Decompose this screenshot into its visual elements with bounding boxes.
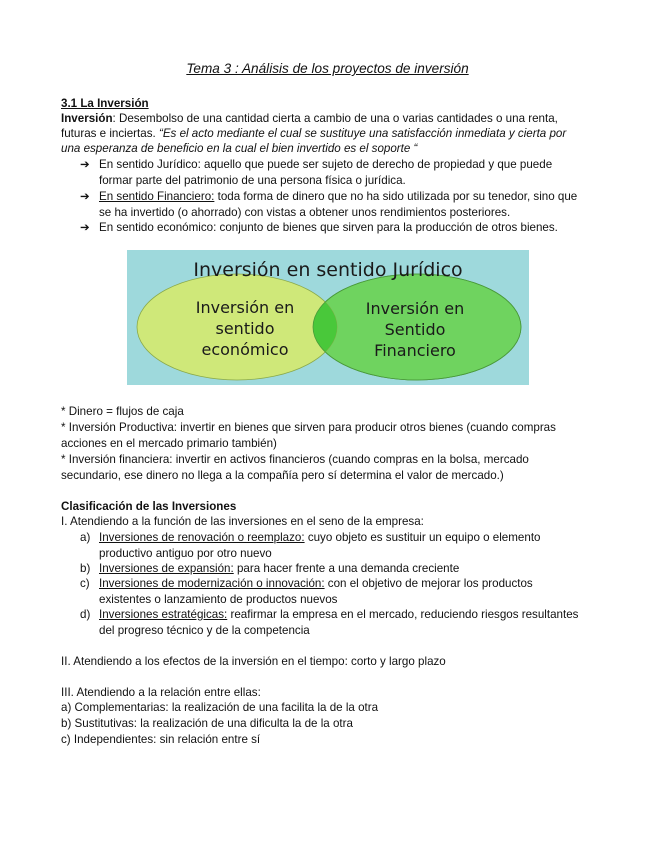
note-dinero: * Dinero = flujos de caja	[61, 405, 184, 418]
bullet-text-cont: se ha invertido (o ahorrado) con vistas a obtener unos rendimientos posteriores.	[99, 206, 511, 219]
classification-part-3: III. Atendiendo a la relación entre ellas:	[61, 686, 261, 699]
list-label: a)	[80, 531, 91, 544]
arrow-icon: ➔	[80, 158, 90, 171]
bullet-text	[99, 189, 600, 205]
list-label: d)	[80, 608, 91, 621]
outer-label: Inversión en sentido Jurídico	[193, 259, 463, 281]
page-title: Tema 3 : Análisis de los proyectos de inversión	[186, 61, 469, 76]
section-heading-inversion: 3.1 La Inversión	[61, 97, 149, 110]
list-lead: Inversiones estratégicas:	[99, 608, 228, 621]
list-text-cont: existentes o lanzamiento de productos nuevos	[99, 593, 338, 606]
note-financiera-2: secundario, ese dinero no llega a la compañía pero sí determina el valor de mercado.)	[61, 469, 504, 482]
list-lead: Inversiones de expansión:	[99, 562, 234, 575]
bullet-juridico	[80, 157, 600, 189]
arrow-icon: ➔	[80, 190, 90, 203]
list-item	[80, 576, 600, 608]
list-text-cont: productivo antiguo por otro nuevo	[99, 547, 272, 560]
list-lead: Inversiones de renovación o reemplazo:	[99, 531, 305, 544]
left-label-1: Inversión en	[195, 298, 295, 317]
definition-line-1	[61, 111, 601, 127]
relation-sustitutivas: b) Sustitutivas: la realización de una dificulta la de la otra	[61, 717, 353, 730]
right-label-1: Inversión en	[365, 299, 465, 318]
definition-term: Inversión	[61, 112, 113, 125]
bullet-rest: toda forma de dinero que no ha sido utilizada por su tenedor, sino que	[214, 190, 578, 203]
list-rest: con el objetivo de mejorar los productos	[324, 577, 533, 590]
list-label: b)	[80, 562, 91, 575]
definition-line-2	[61, 126, 601, 142]
left-label-3: económico	[201, 340, 289, 359]
classification-intro: I. Atendiendo a la función de las inversiones en el seno de la empresa:	[61, 515, 424, 528]
venn-diagram	[127, 250, 529, 385]
list-item	[80, 607, 600, 639]
list-item	[80, 561, 600, 577]
right-label-3: Financiero	[374, 341, 456, 360]
classification-part-2: II. Atendiendo a los efectos de la inversión en el tiempo: corto y largo plazo	[61, 655, 446, 668]
list-text	[99, 561, 600, 577]
definition-text-2: futuras e inciertas.	[61, 127, 159, 140]
list-rest: para hacer frente a una demanda creciente	[233, 562, 460, 575]
right-label-2: Sentido	[384, 320, 446, 339]
arrow-icon: ➔	[80, 221, 90, 234]
definition-text-1: : Desembolso de una cantidad cierta a cambio de una o varias cantidades o una renta,	[112, 112, 558, 125]
bullet-lead: En sentido Financiero:	[99, 190, 215, 203]
classification-heading: Clasificación de las Inversiones	[61, 500, 237, 513]
bullet-text-cont: formar parte del patrimonio de una persona física o jurídica.	[99, 174, 406, 187]
relation-complementarias: a) Complementarias: la realización de una facilita la de la otra	[61, 701, 379, 714]
bullet-text: En sentido Jurídico: aquello que puede ser sujeto de derecho de propiedad y que puede	[99, 158, 553, 171]
note-financiera-1: * Inversión financiera: invertir en activos financieros (cuando compras en la bolsa, mercado	[61, 453, 529, 466]
list-text	[99, 576, 600, 592]
definition-quote-1: “Es el acto mediante el cual se sustituye una satisfacción inmediata y cierta por	[158, 127, 567, 140]
list-lead: Inversiones de modernización o innovación:	[99, 577, 325, 590]
relation-independientes: c) Independientes: sin relación entre sí	[61, 733, 261, 746]
list-label: c)	[80, 577, 90, 590]
bullet-economico	[80, 220, 600, 236]
note-productiva-2: acciones en el mercado primario también)	[61, 437, 277, 450]
left-label-2: sentido	[215, 319, 275, 338]
bullet-text: En sentido económico: conjunto de bienes que sirven para la producción de otros bienes.	[99, 221, 558, 234]
list-rest: reafirmar la empresa en el mercado, reduciendo riesgos resultantes	[227, 608, 579, 621]
list-text	[99, 530, 600, 546]
definition-quote-2: una esperanza de beneficio en la cual el bien invertido es el soporte “	[61, 142, 418, 155]
bullet-financiero	[80, 189, 600, 221]
list-item	[80, 530, 600, 562]
list-text-cont: del progreso técnico y de la competencia	[99, 624, 310, 637]
note-productiva-1: * Inversión Productiva: invertir en bienes que sirven para producir otros bienes (cuando compras	[61, 421, 556, 434]
list-text	[99, 607, 600, 623]
list-rest: cuyo objeto es sustituir un equipo o elemento	[304, 531, 541, 544]
